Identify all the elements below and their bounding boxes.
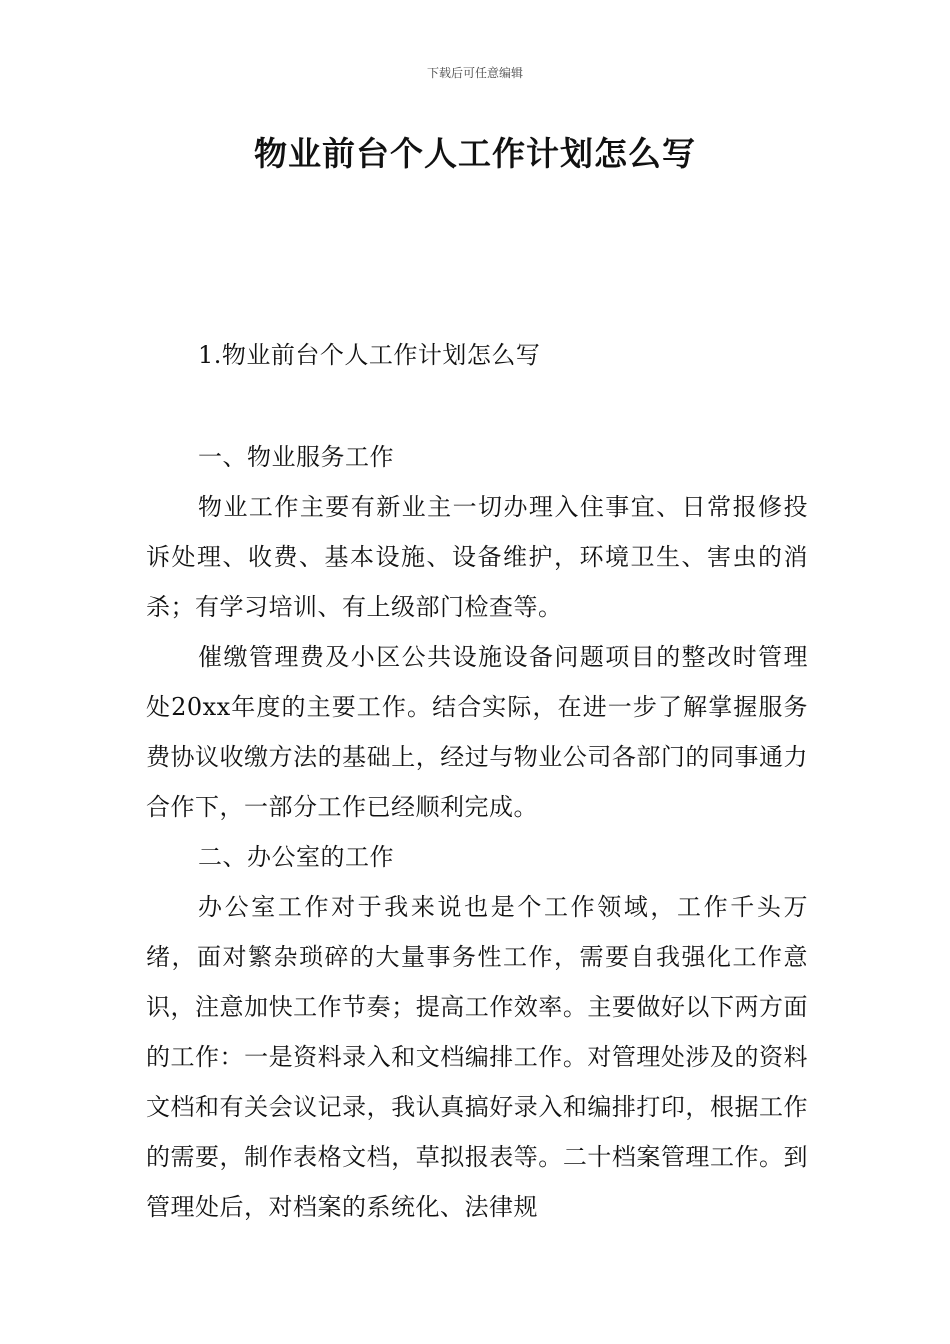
section-heading: 一、物业服务工作 — [198, 443, 394, 471]
body-paragraph: 物业工作主要有新业主一切办理入住事宜、日常报修投诉处理、收费、基本设施、设备维护，环境卫生、害虫的消杀；有学习培训、有上级部门检查等。 — [146, 493, 808, 621]
document-title: 物业前台个人工作计划怎么写 — [254, 134, 696, 173]
body-paragraph: 办公室工作对于我来说也是个工作领域，工作千头万绪，面对繁杂琐碎的大量事务性工作，需要自我强化工作意识，注意加快工作节奏；提高工作效率。主要做好以下两方面的工作：一是资料录入和文档编排工作。对管理处涉及的资料文档和有关会议记录，我认真搞好录入和编排打印，根据工作的需要，制作表格文档，草拟报表等。二十档案管理工作。到管理处后，对档案的系统化、法律规 — [146, 893, 808, 1221]
header-note: 下载后可任意编辑 — [426, 66, 523, 80]
body-paragraph: 催缴管理费及小区公共设施设备问题项目的整改时管理处20xx年度的主要工作。结合实际，在进一步了解掌握服务费协议收缴方法的基础上，经过与物业公司各部门的同事通力合作下，一部分工作已经顺利完成。 — [146, 643, 808, 821]
numbered-heading: 1.物业前台个人工作计划怎么写 — [198, 341, 541, 369]
section-heading: 二、办公室的工作 — [198, 843, 394, 871]
document-body — [146, 330, 808, 1232]
